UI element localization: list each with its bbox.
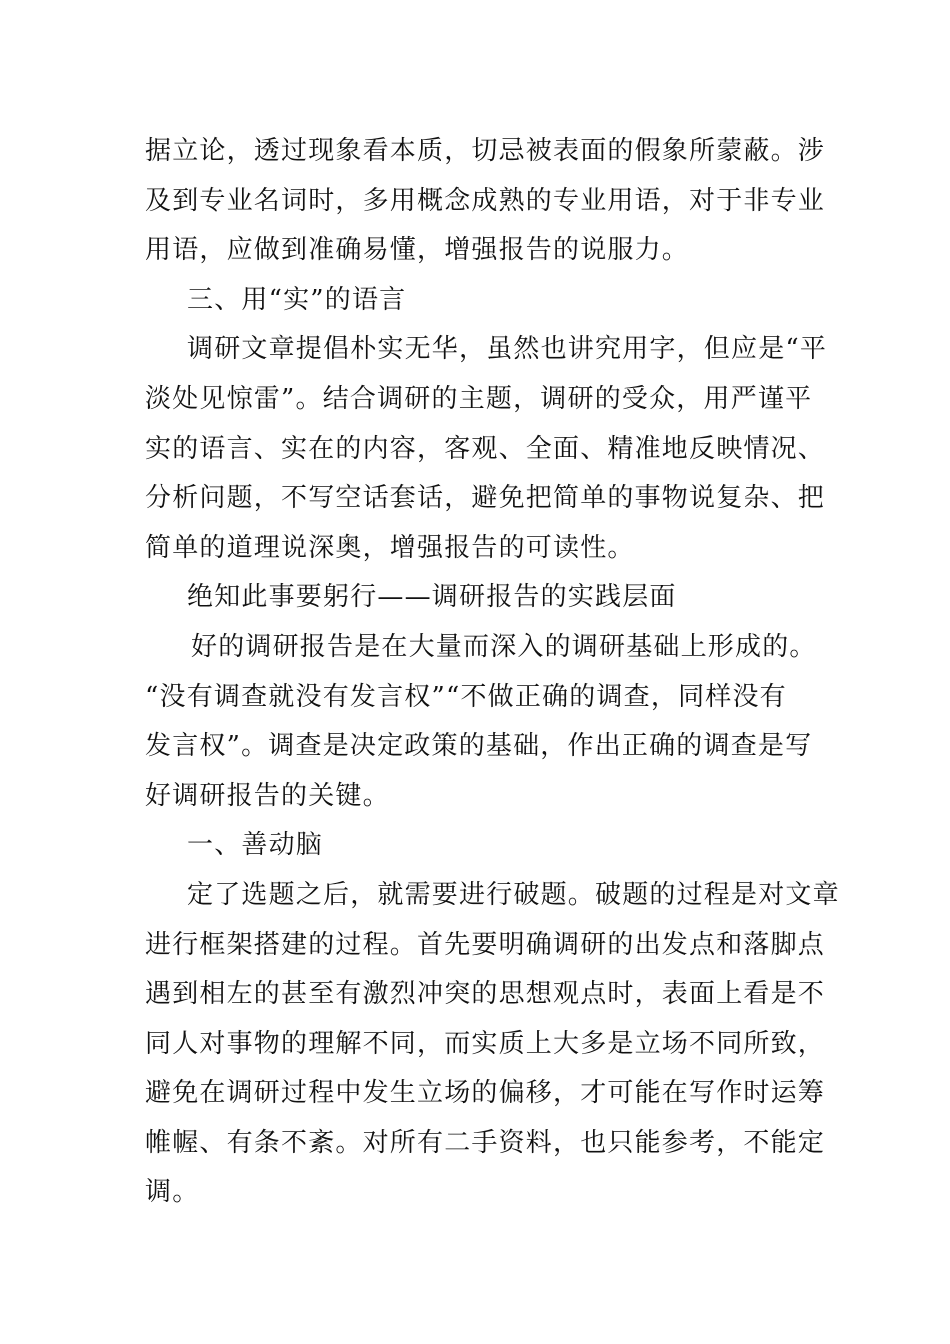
text-line: 简单的道理说深奥，增强报告的可读性。	[145, 532, 635, 563]
text-line: 好的调研报告是在大量而深入的调研基础上形成的。	[191, 631, 817, 662]
text-line: 淡处见惊雷”。结合调研的主题，调研的受众，用严谨平	[145, 383, 813, 414]
text-line: 及到专业名词时，多用概念成熟的专业用语，对于非专业	[145, 185, 826, 216]
text-line: 遇到相左的甚至有激烈冲突的思想观点时，表面上看是不	[145, 979, 826, 1010]
section-heading: 一、善动脑	[187, 830, 324, 861]
text-line: 用语，应做到准确易懂，增强报告的说服力。	[145, 235, 690, 266]
document-page	[145, 127, 840, 1218]
section-heading: 绝知此事要躬行——调研报告的实践层面	[187, 582, 677, 613]
text-line: 同人对事物的理解不同，而实质上大多是立场不同所致，	[145, 1028, 826, 1059]
text-line: 实的语言、实在的内容，客观、全面、精准地反映情况、	[145, 433, 826, 464]
text-line: 帷幄、有条不紊。对所有二手资料，也只能参考，不能定	[145, 1127, 826, 1158]
text-line: 分析问题，不写空话套话，避免把简单的事物说复杂、把	[145, 483, 826, 514]
section-heading: 三、用“实”的语言	[187, 284, 407, 315]
text-line: 调。	[145, 1177, 200, 1208]
text-line: 好调研报告的关键。	[145, 780, 390, 811]
text-line: 调研文章提倡朴实无华，虽然也讲究用字，但应是“平	[187, 334, 828, 365]
text-line: 定了选题之后，就需要进行破题。破题的过程是对文章	[187, 879, 840, 910]
text-line: 据立论，透过现象看本质，切忌被表面的假象所蒙蔽。涉	[145, 136, 826, 166]
text-line: 避免在调研过程中发生立场的偏移，才可能在写作时运筹	[145, 1078, 826, 1109]
text-line: 进行框架搭建的过程。首先要明确调研的出发点和落脚点	[145, 929, 826, 960]
text-line: 发言权”。调查是决定政策的基础，作出正确的调查是写	[145, 731, 813, 762]
text-line: “没有调查就没有发言权”“不做正确的调查，同样没有	[145, 681, 787, 712]
